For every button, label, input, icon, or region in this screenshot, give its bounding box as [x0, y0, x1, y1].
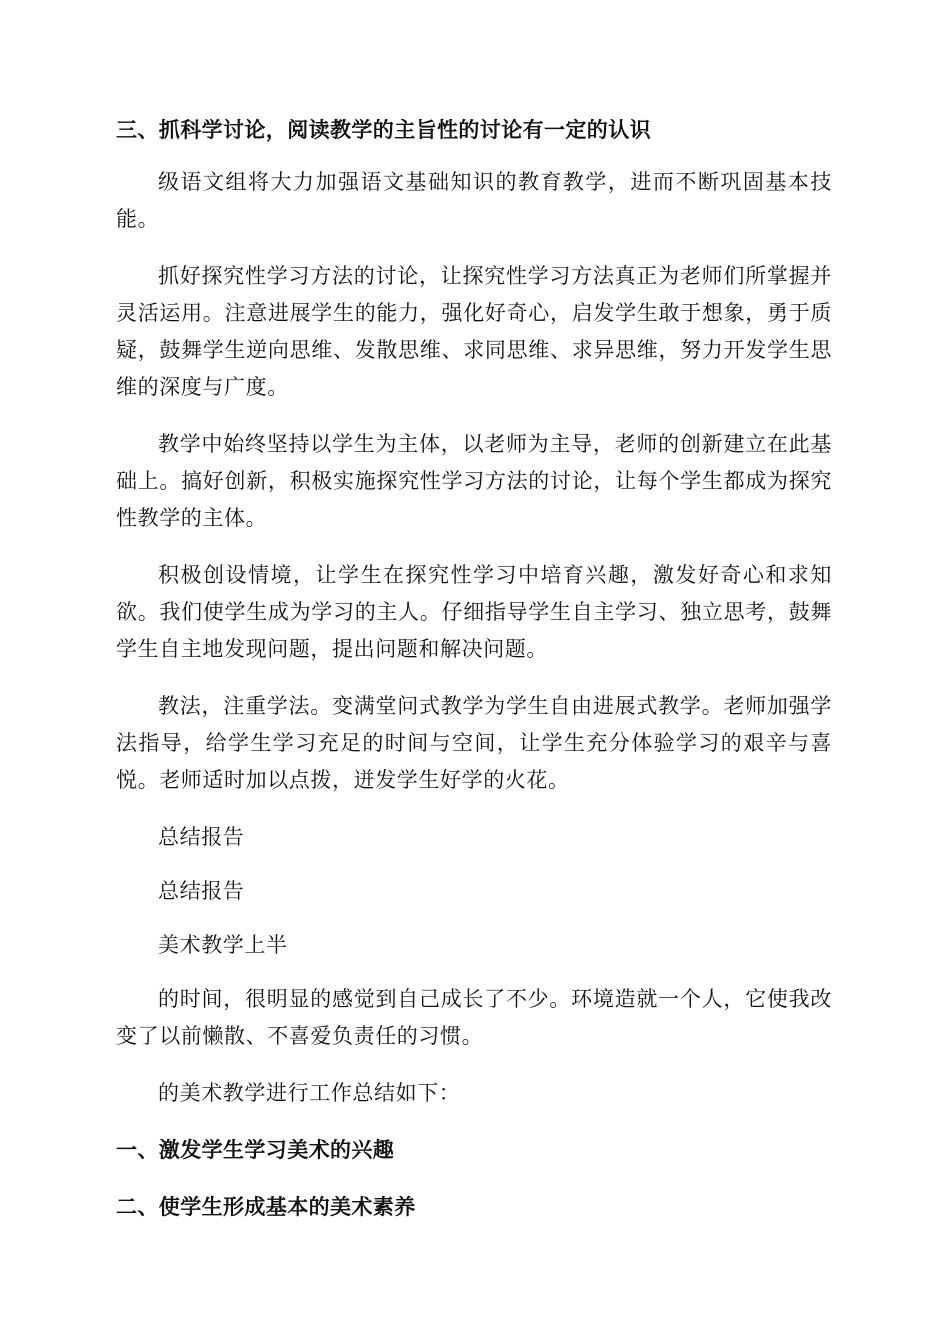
section-heading-two: 二、使学生形成基本的美术素养 — [116, 1195, 416, 1219]
section-heading-one: 一、激发学生学习美术的兴趣 — [116, 1138, 395, 1162]
short-line: 总结报告 — [158, 825, 245, 849]
paragraph: 的美术教学进行工作总结如下： — [158, 1081, 461, 1105]
paragraph: 级语文组将大力加强语文基础知识的教育教学，进而不断巩固基本技能。 — [116, 170, 832, 231]
section-heading-three: 三、抓科学讨论，阅读教学的主旨性的讨论有一定的认识 — [116, 118, 651, 142]
document-body — [116, 112, 832, 1246]
short-line: 总结报告 — [158, 879, 245, 903]
paragraph: 教学中始终坚持以学生为主体，以老师为主导，老师的创新建立在此基础上。搞好创新，积极实施探究性学习方法的讨论，让每个学生都成为探究性教学的主体。 — [116, 432, 832, 530]
paragraph: 的时间，很明显的感觉到自己成长了不少。环境造就一个人，它使我改变了以前懒散、不喜爱负责任的习惯。 — [116, 987, 832, 1048]
paragraph: 抓好探究性学习方法的讨论，让探究性学习方法真正为老师们所掌握并灵活运用。注意进展学生的能力，强化好奇心，启发学生敢于想象，勇于质疑，鼓舞学生逆向思维、发散思维、求同思维、求异思维，努力开发学生思维的深度与广度。 — [116, 264, 832, 399]
paragraph: 积极创设情境，让学生在探究性学习中培育兴趣，激发好奇心和求知欲。我们使学生成为学习的主人。仔细指导学生自主学习、独立思考，鼓舞学生自主地发现问题，提出问题和解决问题。 — [116, 563, 832, 661]
paragraph: 教法，注重学法。变满堂问式教学为学生自由进展式教学。老师加强学法指导，给学生学习充足的时间与空间，让学生充分体验学习的艰辛与喜悦。老师适时加以点拨，迸发学生好学的火花。 — [116, 694, 832, 792]
short-line: 美术教学上半 — [158, 933, 288, 957]
